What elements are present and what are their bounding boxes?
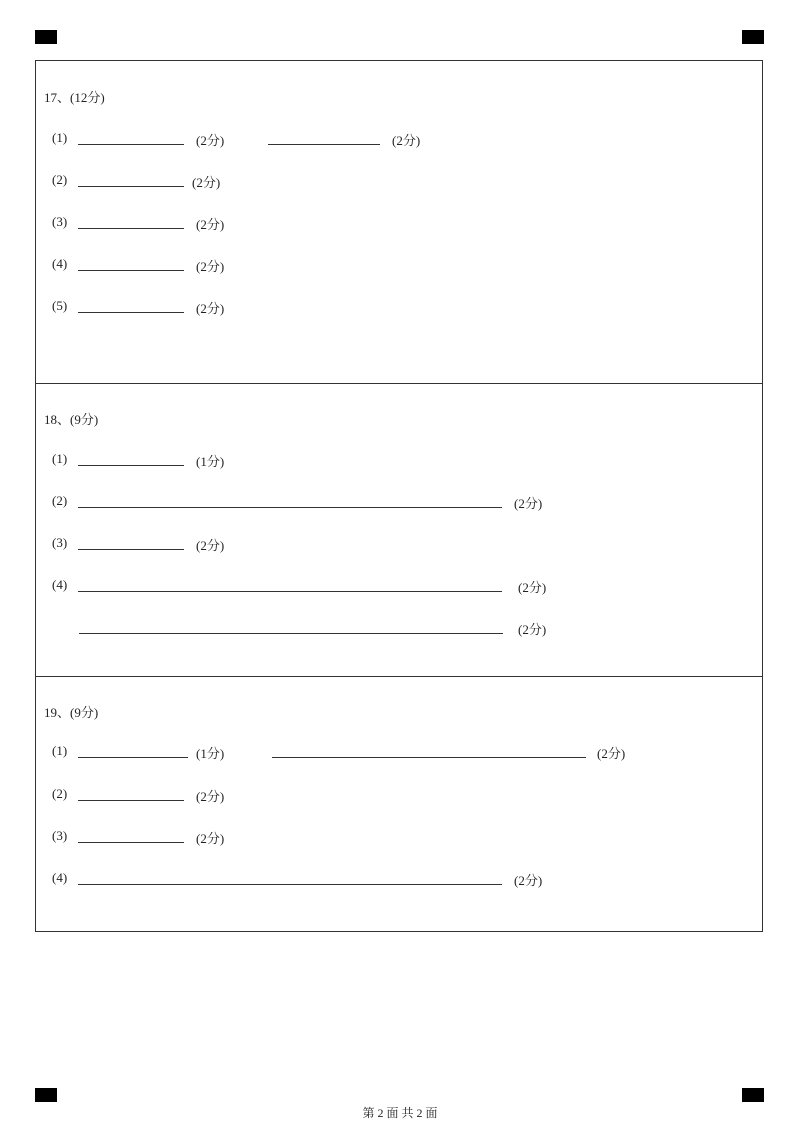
answer-blank[interactable]	[78, 828, 184, 843]
registration-mark-bottom-right	[742, 1088, 764, 1102]
answer-blank[interactable]	[78, 577, 502, 592]
answer-blank[interactable]	[78, 493, 502, 508]
points-label: (2分)	[196, 301, 225, 316]
answer-row-17-3	[36, 214, 762, 232]
points-label: (2分)	[196, 217, 225, 232]
answer-row-17-2	[36, 172, 762, 190]
answer-row-18-4-continued	[36, 619, 762, 637]
question-18-title: 18、(9分)	[44, 412, 99, 427]
points-label: (2分)	[514, 496, 543, 511]
answer-blank[interactable]	[79, 619, 503, 634]
question-17-box	[35, 60, 763, 384]
answer-row-17-1	[36, 130, 762, 148]
answer-blank[interactable]	[78, 130, 184, 145]
points-label-2: (2分)	[597, 746, 626, 761]
registration-mark-bottom-left	[35, 1088, 57, 1102]
item-number: (4)	[52, 870, 68, 885]
answer-row-18-1	[36, 451, 762, 469]
points-label: (2分)	[196, 831, 225, 846]
points-label: (2分)	[196, 259, 225, 274]
answer-blank[interactable]	[78, 451, 184, 466]
answer-row-19-4	[36, 870, 762, 888]
answer-blank[interactable]	[78, 743, 188, 758]
item-number: (2)	[52, 172, 68, 187]
points-label-2: (2分)	[392, 133, 421, 148]
item-number: (3)	[52, 214, 68, 229]
question-19-box	[35, 676, 763, 932]
item-number: (3)	[52, 535, 68, 550]
item-number: (4)	[52, 256, 68, 271]
answer-row-18-4	[36, 577, 762, 595]
answer-blank-2[interactable]	[268, 130, 380, 145]
points-label: (1分)	[196, 746, 225, 761]
answer-row-18-2	[36, 493, 762, 511]
answer-blank[interactable]	[78, 786, 184, 801]
points-label: (2分)	[518, 622, 547, 637]
item-number: (3)	[52, 828, 68, 843]
question-19-title: 19、(9分)	[44, 705, 99, 720]
points-label: (2分)	[192, 175, 221, 190]
question-18-box	[35, 383, 763, 677]
answer-row-19-3	[36, 828, 762, 846]
points-label: (2分)	[518, 580, 547, 595]
item-number: (1)	[52, 743, 68, 758]
registration-mark-top-right	[742, 30, 764, 44]
answer-blank[interactable]	[78, 535, 184, 550]
answer-blank[interactable]	[78, 172, 184, 187]
answer-row-17-4	[36, 256, 762, 274]
answer-row-18-3	[36, 535, 762, 553]
answer-blank-2[interactable]	[272, 743, 586, 758]
item-number: (1)	[52, 451, 68, 466]
question-17-title: 17、(12分)	[44, 90, 105, 105]
answer-blank[interactable]	[78, 214, 184, 229]
points-label: (2分)	[196, 133, 225, 148]
points-label: (1分)	[196, 454, 225, 469]
page-footer: 第 2 面 共 2 面	[362, 1106, 438, 1120]
answer-blank[interactable]	[78, 256, 184, 271]
answer-row-19-1	[36, 743, 762, 761]
answer-row-17-5	[36, 298, 762, 316]
item-number: (1)	[52, 130, 68, 145]
item-number: (4)	[52, 577, 68, 592]
answer-row-19-2	[36, 786, 762, 804]
points-label: (2分)	[196, 789, 225, 804]
registration-mark-top-left	[35, 30, 57, 44]
item-number: (5)	[52, 298, 68, 313]
answer-blank[interactable]	[78, 870, 502, 885]
points-label: (2分)	[196, 538, 225, 553]
item-number: (2)	[52, 786, 68, 801]
item-number: (2)	[52, 493, 68, 508]
points-label: (2分)	[514, 873, 543, 888]
answer-blank[interactable]	[78, 298, 184, 313]
